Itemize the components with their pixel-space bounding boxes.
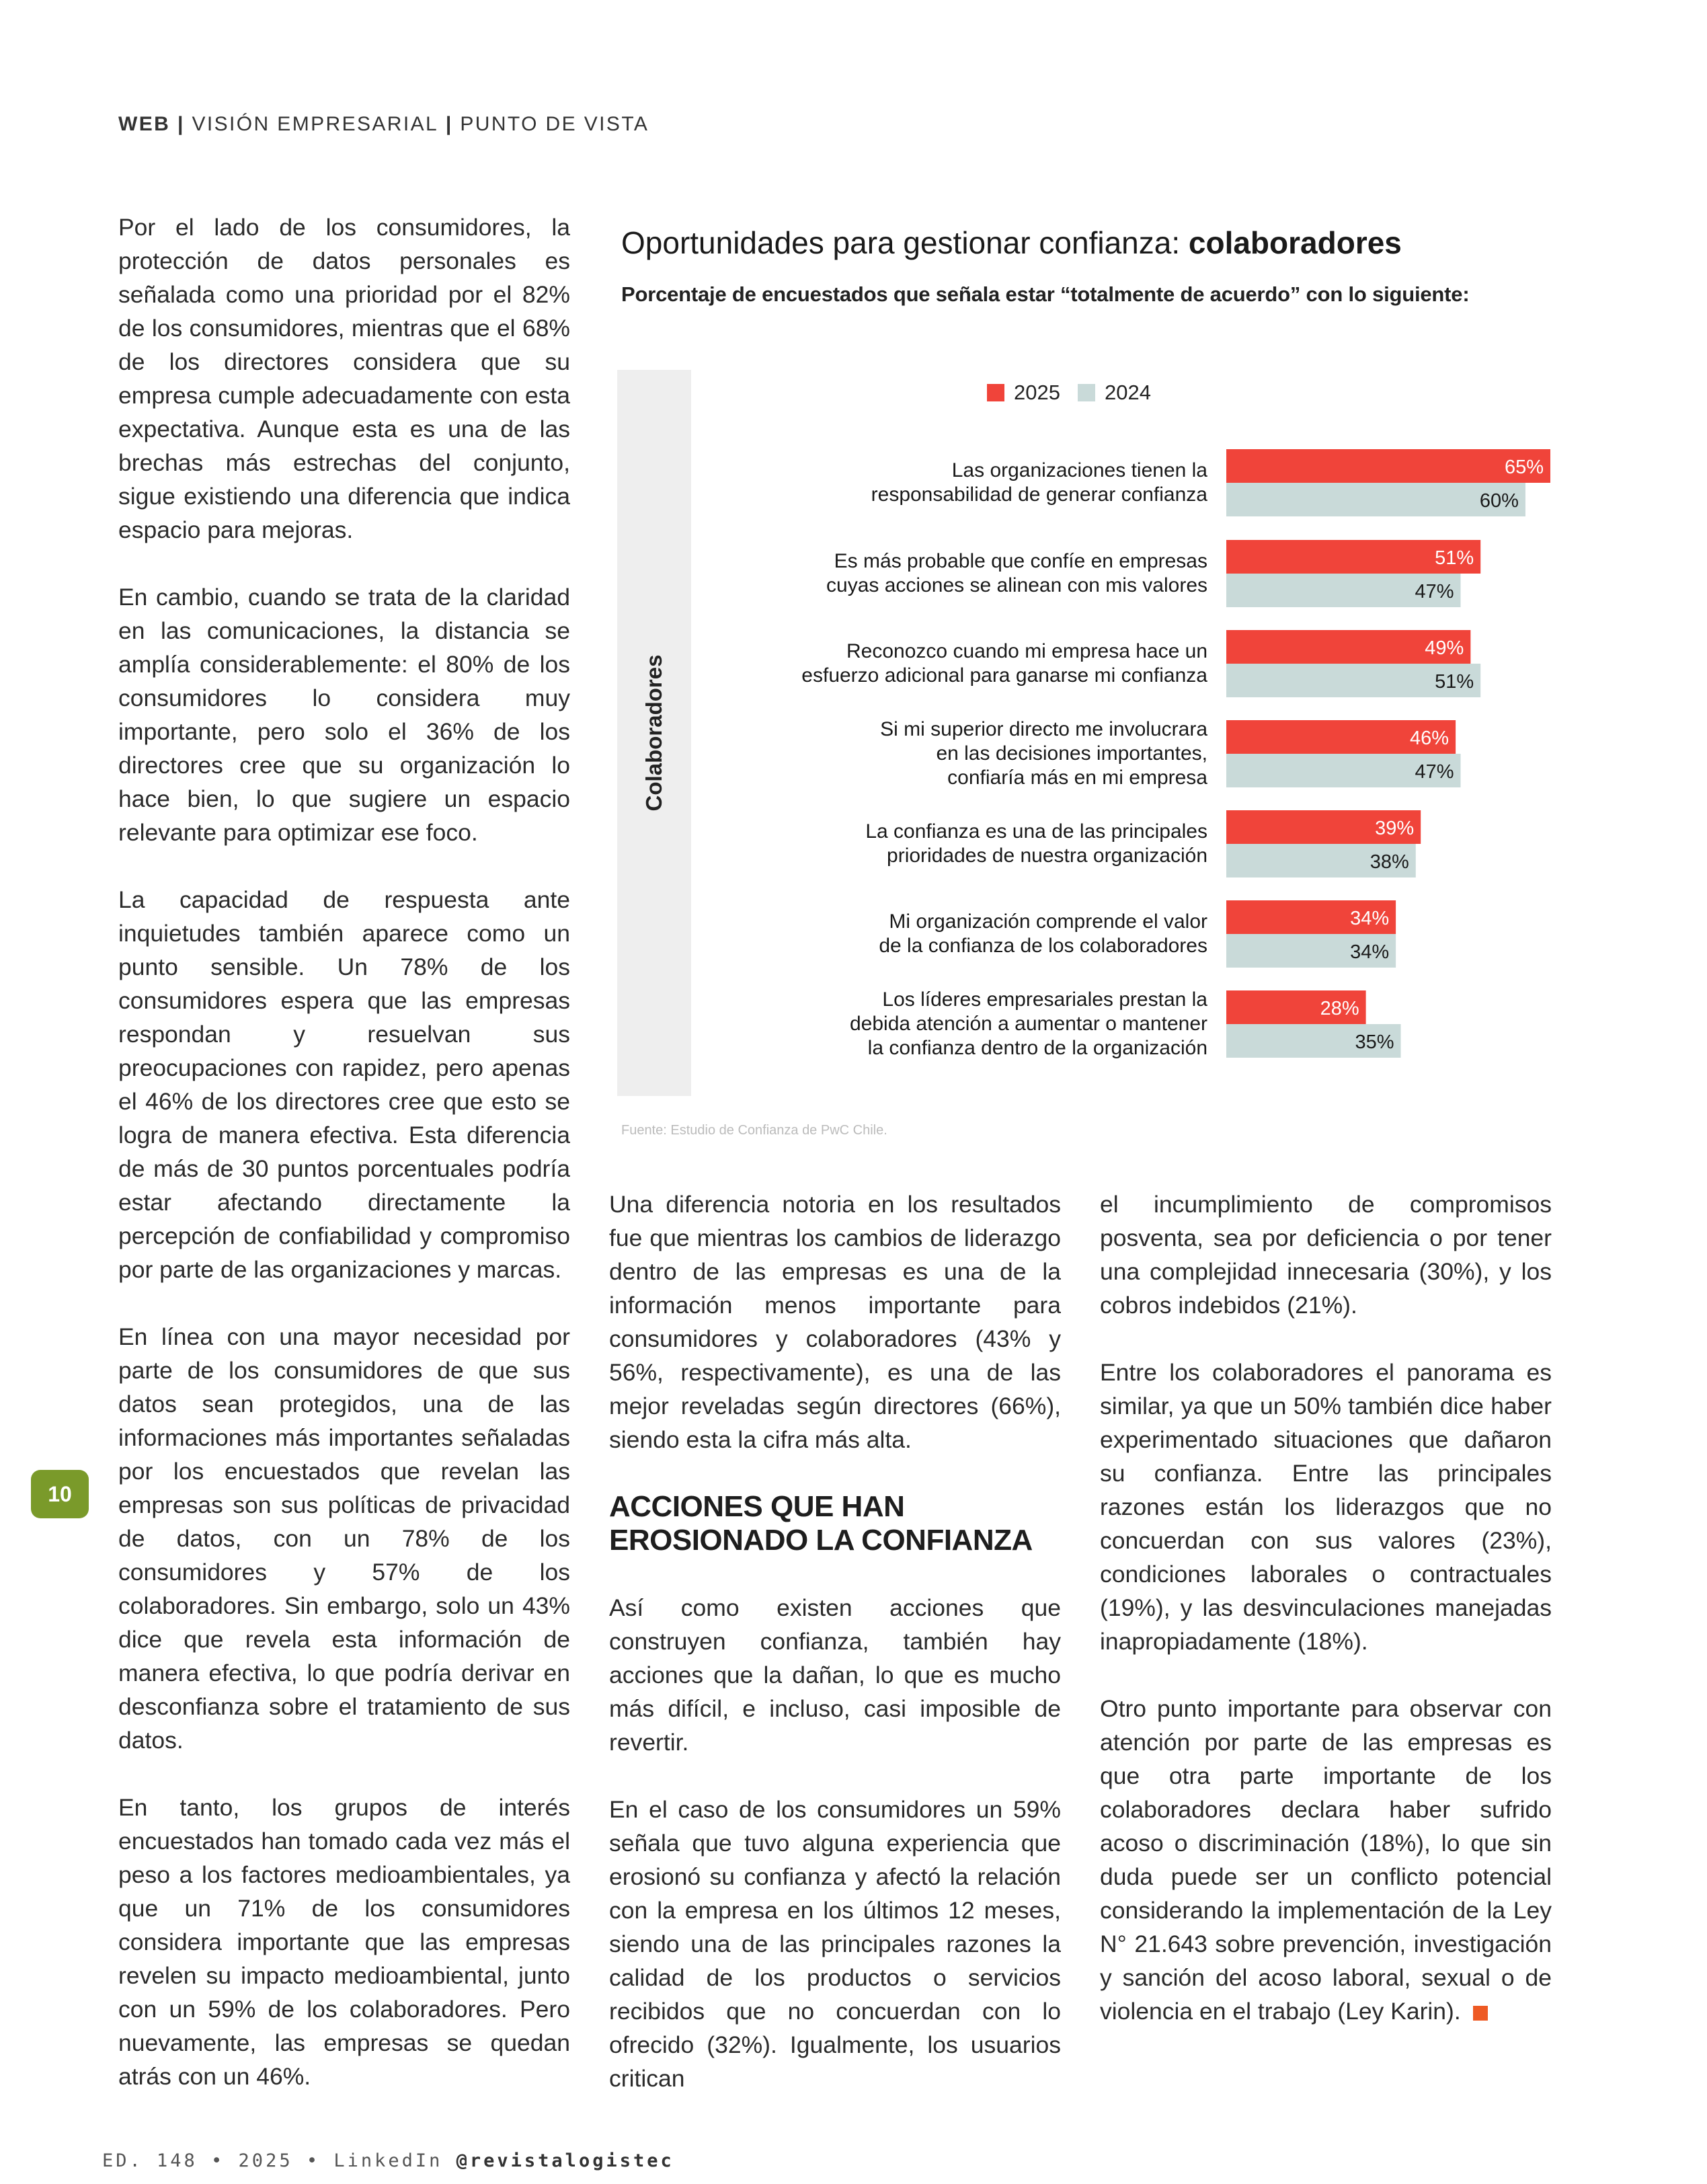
value-label-2025-0: 65% bbox=[1504, 457, 1544, 478]
mid-paragraph: En el caso de los consumidores un 59% señala que tuvo alguna experiencia que erosionó su confianza y afectó la relación con la empresa en los últimos 12 meses, siendo una de las principales razones la calidad de los productos o servicios recibidos que no concuerdan con lo ofrecido (32%). Igualmente, los usuarios critican bbox=[609, 1796, 1061, 2092]
page-number: 10 bbox=[31, 1470, 89, 1518]
mid-paragraph: Una diferencia notoria en los resultados fue que mientras los cambios de liderazgo dentro de las empresas es una de la información menos importante para consumidores y colaboradores (43% y 56%, respectivamente), es una de las mejor reveladas según directores (66%), siendo esta la cifra más alta. bbox=[609, 1191, 1061, 1453]
value-label-2025-3: 46% bbox=[1410, 728, 1450, 749]
footer bbox=[102, 2150, 674, 2171]
value-label-2025-5: 34% bbox=[1350, 908, 1390, 929]
right-paragraph: el incumplimiento de compromisos posventa, sea por deficiencia o por tener una complejidad innecesaria (30%), y los cobros indebidos (21%). bbox=[1100, 1191, 1552, 1319]
mid-paragraph: Así como existen acciones que construyen confianza, también hay acciones que la dañan, lo que es mucho más difícil, e incluso, casi imposible de revertir. bbox=[609, 1594, 1061, 1756]
value-label-2024-6: 35% bbox=[1355, 1031, 1394, 1053]
middle-column bbox=[609, 1187, 1061, 2129]
right-column bbox=[1100, 1187, 1552, 2062]
category-label-line: Es más probable que confíe en empresas bbox=[834, 550, 1207, 572]
group-label: Colaboradores bbox=[641, 654, 666, 812]
value-label-2025-4: 39% bbox=[1375, 818, 1415, 839]
chart-source: Fuente: Estudio de Confianza de PwC Chile. bbox=[621, 1123, 887, 1138]
left-paragraph: La capacidad de respuesta ante inquietudes también aparece como un punto sensible. Un 78% de los consumidores espera que las empresas respondan y resuelvan sus preocupaciones con rapidez, pero apenas el 46% de los directores cree que esto se logra de manera efectiva. Esta diferencia de más de 30 puntos porcentuales podría estar afectando directamente la percepción de confiabilidad y compromiso por parte de las organizaciones y marcas. bbox=[118, 886, 570, 1283]
left-column bbox=[118, 210, 570, 2127]
left-paragraph: En cambio, cuando se trata de la claridad en las comunicaciones, la distancia se amplía considerablemente: el 80% de los consumidores lo considera muy importante, pero solo el 36% de los directores cree que su organización lo hace bien, lo que sugiere un espacio relevante para optimizar ese foco. bbox=[118, 584, 570, 846]
category-label-line: responsabilidad de generar confianza bbox=[871, 483, 1207, 506]
trust-chart bbox=[609, 215, 1550, 1157]
chart-subtitle: Porcentaje de encuestados que señala estar “totalmente de acuerdo” con lo siguiente: bbox=[621, 282, 1470, 306]
category-label-line: Las organizaciones tienen la bbox=[951, 459, 1207, 481]
right-paragraph: Otro punto importante para observar con atención por parte de las empresas es que otra parte importante de los colaboradores declara haber sufrido acoso o discriminación (18%), lo que sin duda puede ser un conflicto potencial considerando la implementación de la Ley N° 21.643 sobre prevención, investigación y sanción del acoso laboral, sexual o de violencia en el trabajo (Ley Karin). bbox=[1100, 1695, 1552, 2025]
right-paragraph: Entre los colaboradores el panorama es similar, ya que un 50% también dice haber experimentado situaciones que dañaron su confianza. Entre las principales razones están los liderazgos que no concuerdan con sus valores (23%), condiciones laborales o contractuales (19%), y las desvinculaciones manejadas inapropiadamente (18%). bbox=[1100, 1359, 1552, 1655]
left-paragraph: Por el lado de los consumidores, la protección de datos personales es señalada como una prioridad por el 82% de los consumidores, mientras que el 68% de los directores considera que su empresa cumple adecuadamente con esta expectativa. Aunque esta es una de las brechas más estrechas del conjunto, sigue existiendo una diferencia que indica espacio para mejoras. bbox=[118, 214, 570, 543]
footer-handle[interactable]: @revistalogistec bbox=[456, 2150, 674, 2171]
section-title: ACCIONES QUE HAN EROSIONADO LA CONFIANZA bbox=[609, 1490, 1033, 1557]
value-label-2024-1: 47% bbox=[1415, 581, 1454, 602]
category-label-line: Mi organización comprende el valor bbox=[889, 910, 1207, 933]
category-label-line: Si mi superior directo me involucrara bbox=[880, 718, 1207, 740]
category-label-line: en las decisiones importantes, bbox=[936, 742, 1207, 765]
header-punto: PUNTO DE VISTA bbox=[460, 113, 649, 135]
value-label-2024-2: 51% bbox=[1435, 671, 1474, 693]
bars-svg bbox=[609, 215, 1550, 1157]
end-mark-icon bbox=[1473, 2006, 1488, 2021]
category-label-line: Los líderes empresariales prestan la bbox=[882, 988, 1207, 1011]
left-paragraph: En tanto, los grupos de interés encuestados han tomado cada vez más el peso a los factores medioambientales, ya que un 71% de los consumidores considera importante que las empresas revelen su impacto medioambiental, junto con un 59% de los colaboradores. Pero nuevamente, las empresas se quedan atrás con un 46%. bbox=[118, 1794, 570, 2090]
legend-item-2025: 2025 bbox=[987, 381, 1060, 405]
footer-text: ED. 148 • 2025 • LinkedIn bbox=[102, 2150, 456, 2171]
chart-title-bold: colaboradores bbox=[1188, 225, 1402, 260]
left-paragraph: En línea con una mayor necesidad por parte de los consumidores de que sus datos sean protegidos, una de las informaciones más importantes señaladas por los encuestados que revelan las empresas son sus políticas de privacidad de datos, con un 78% de los consumidores y 57% de los colaboradores. Sin embargo, solo un 43% dice que revela esta información de manera efectiva, lo que podría derivar en desconfianza sobre el tratamiento de sus datos. bbox=[118, 1323, 570, 1754]
legend-item-2024: 2024 bbox=[1078, 381, 1151, 405]
value-label-2024-4: 38% bbox=[1369, 851, 1409, 873]
category-label-line: la confianza dentro de la organización bbox=[867, 1037, 1207, 1059]
category-label-line: debida atención a aumentar o mantener bbox=[849, 1013, 1207, 1035]
category-label-line: confiaría más en mi empresa bbox=[947, 767, 1207, 789]
value-label-2024-0: 60% bbox=[1479, 490, 1519, 512]
value-label-2025-6: 28% bbox=[1320, 998, 1359, 1019]
value-label-2024-5: 34% bbox=[1350, 941, 1390, 963]
header-web: WEB bbox=[118, 113, 171, 135]
category-label-line: Reconozco cuando mi empresa hace un bbox=[846, 640, 1207, 662]
value-label-2025-1: 51% bbox=[1435, 547, 1474, 569]
value-label-2024-3: 47% bbox=[1415, 761, 1454, 783]
category-label-line: prioridades de nuestra organización bbox=[887, 845, 1207, 867]
bar-2025-0 bbox=[1226, 449, 1550, 483]
category-label-line: de la confianza de los colaboradores bbox=[879, 935, 1207, 957]
value-label-2025-2: 49% bbox=[1425, 637, 1464, 659]
category-label-line: esfuerzo adicional para ganarse mi confianza bbox=[801, 664, 1207, 687]
header-vision: VISIÓN EMPRESARIAL bbox=[192, 113, 439, 135]
chart-title: Oportunidades para gestionar confianza: colaboradores bbox=[621, 225, 1402, 260]
category-label-line: La confianza es una de las principales bbox=[865, 820, 1207, 843]
section-header: WEB | VISIÓN EMPRESARIAL | PUNTO DE VISTA bbox=[118, 113, 649, 135]
category-label-line: cuyas acciones se alinean con mis valores bbox=[826, 574, 1207, 596]
